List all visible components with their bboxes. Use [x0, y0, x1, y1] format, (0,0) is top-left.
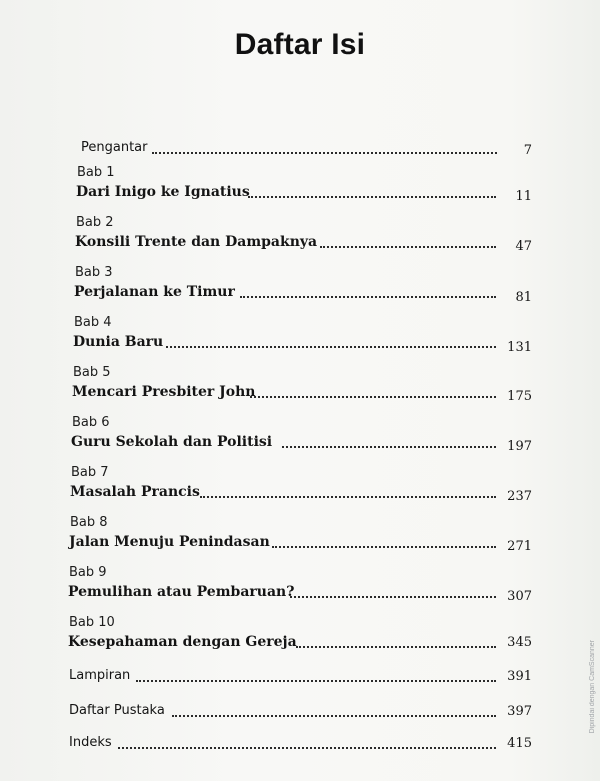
toc-label: Pengantar: [81, 140, 148, 155]
leader-dots: [282, 438, 496, 448]
toc-label: Pemulihan atau Pembaruan?: [68, 584, 295, 600]
chapter-number: Bab 10: [69, 615, 115, 630]
toc-label: Dunia Baru: [73, 334, 164, 350]
leader-dots: [290, 588, 496, 598]
toc-entry-bab-9: [0, 582, 600, 604]
toc-page-number: 237: [507, 489, 532, 504]
toc-page-number: 271: [507, 539, 532, 554]
toc-entry-bab-7: [0, 482, 600, 504]
leader-dots: [296, 638, 496, 648]
toc-label: Perjalanan ke Timur: [74, 284, 235, 300]
toc-entry-bab-2: [0, 232, 600, 254]
chapter-number: Bab 9: [69, 565, 107, 580]
chapter-number: Bab 6: [72, 415, 110, 430]
toc-label: Dari Inigo ke Ignatius: [76, 184, 250, 200]
chapter-number: Bab 1: [77, 165, 115, 180]
leader-dots: [172, 707, 496, 717]
toc-label: Lampiran: [69, 668, 131, 683]
leader-dots: [272, 538, 496, 548]
toc-entry-bab-8: [0, 532, 600, 554]
chapter-number: Bab 8: [70, 515, 108, 530]
leader-dots: [166, 338, 496, 348]
toc-entry-pengantar: [0, 138, 600, 160]
chapter-number: Bab 2: [76, 215, 114, 230]
toc-page-number: 391: [507, 669, 532, 684]
leader-dots: [118, 739, 496, 749]
leader-dots: [250, 388, 496, 398]
toc-page-number: 131: [507, 340, 532, 355]
toc-page-number: 415: [507, 736, 532, 751]
chapter-number: Bab 3: [75, 265, 113, 280]
toc-label: Konsili Trente dan Dampaknya: [75, 234, 318, 250]
toc-entry-bab-1: [0, 182, 600, 204]
toc-page-number: 81: [515, 290, 532, 305]
leader-dots: [248, 188, 496, 198]
chapter-number: Bab 7: [71, 465, 109, 480]
toc-entry-bab-3: [0, 282, 600, 304]
toc-entry-lampiran: [0, 666, 600, 688]
toc-label: Masalah Prancis: [70, 484, 200, 500]
toc-entry-bab-5: [0, 382, 600, 404]
chapter-number: Bab 4: [74, 315, 112, 330]
chapter-number: Bab 5: [73, 365, 111, 380]
toc-page-number: 197: [507, 439, 532, 454]
toc-label: Mencari Presbiter John: [72, 384, 256, 400]
toc-entry-daftar-pustaka: [0, 701, 600, 723]
toc-page-number: 7: [523, 143, 532, 158]
toc-entry-bab-10: [0, 632, 600, 654]
toc-label: Kesepahaman dengan Gereja: [68, 634, 297, 650]
toc-page-number: 345: [507, 635, 532, 650]
leader-dots: [136, 672, 496, 682]
toc-label: Jalan Menuju Penindasan: [69, 534, 270, 550]
scanner-watermark: Dipindai dengan CamScanner: [589, 640, 596, 734]
page-title: Daftar Isi: [234, 28, 366, 61]
toc-page-number: 307: [507, 589, 532, 604]
toc-entry-bab-4: [0, 332, 600, 354]
leader-dots: [200, 488, 496, 498]
toc-page-number: 11: [515, 189, 532, 204]
toc-label: Guru Sekolah dan Politisi: [71, 434, 273, 450]
leader-dots: [320, 238, 496, 248]
toc-entry-indeks: [0, 733, 600, 755]
toc-label: Daftar Pustaka: [69, 703, 165, 718]
toc-label: Indeks: [69, 735, 112, 750]
leader-dots: [152, 144, 497, 154]
toc-page-number: 397: [507, 704, 532, 719]
toc-entry-bab-6: [0, 432, 600, 454]
toc-page-number: 47: [515, 239, 532, 254]
toc-page-number: 175: [507, 389, 532, 404]
leader-dots: [240, 288, 496, 298]
